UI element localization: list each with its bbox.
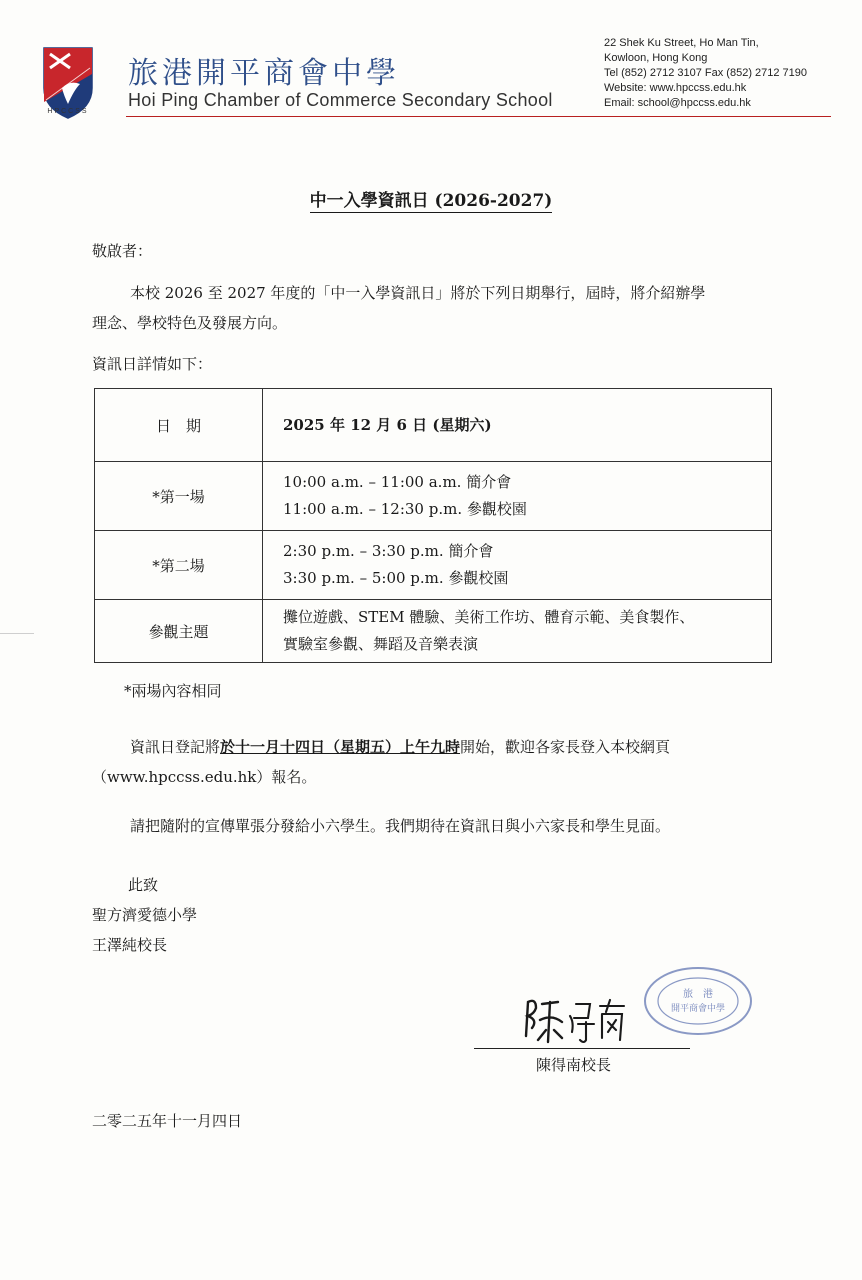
session2-briefing: 2:30 p.m. – 3:30 p.m. 簡介會 [283,542,494,560]
table-row-themes [95,600,772,663]
intro-paragraph [92,278,792,338]
recipient-principal: 王澤純校長 [92,936,168,954]
flyer-paragraph: 請把隨附的宣傳單張分發給小六學生。我們期待在資訊日與小六家長和學生見面。 [130,817,671,835]
schedule-table [94,388,772,663]
contact-address-line2: Kowloon, Hong Kong [604,52,708,64]
theme-line-2: 實驗室參觀、舞蹈及音樂表演 [283,635,479,653]
table-row-session1 [95,462,772,531]
theme-list [263,600,772,663]
contact-website: Website: www.hpccss.edu.hk [604,82,747,94]
session1-briefing: 10:00 a.m. – 11:00 a.m. 簡介會 [283,473,512,491]
table-row-session2 [95,531,772,600]
registration-suffix: 開始，歡迎各家長登入本校網頁 [460,738,671,756]
stamp-text-top: 旅 港 [683,989,713,1000]
theme-line-1: 攤位遊戲、STEM 體驗、美術工作坊、體育示範、美食製作、 [283,608,695,626]
session2-label: *第二場 [95,531,263,600]
registration-line-2: （www.hpccss.edu.hk）報名。 [92,768,317,786]
letter-date: 二零二五年十一月四日 [92,1112,243,1130]
theme-label: 參觀主題 [95,600,263,663]
contact-email: Email: school@hpccss.edu.hk [604,97,751,109]
date-value: 2025 年 12 月 6 日 (星期六) [263,389,772,462]
session1-label: *第一場 [95,462,263,531]
registration-paragraph [92,732,792,792]
session1-times [263,462,772,531]
stamp-text-bottom: 開平商會中學 [670,1004,726,1014]
registration-prefix: 資訊日登記將 [130,738,221,756]
registration-date-emphasis: 於十一月十四日（星期五）上午九時 [220,738,461,756]
intro-line-2: 理念、學校特色及發展方向。 [92,314,288,332]
session1-tour: 11:00 a.m. – 12:30 p.m. 參觀校園 [283,500,527,518]
letter-title [0,186,862,211]
school-name-english: Hoi Ping Chamber of Commerce Secondary School [128,90,553,110]
session2-times [263,531,772,600]
contact-phone-fax: Tel (852) 2712 3107 Fax (852) 2712 7190 [604,67,808,79]
details-lead: 資訊日詳情如下： [92,355,213,373]
signature-line [474,1048,690,1049]
scan-mark [0,633,34,634]
letter-title-text: 中一入學資訊日 (2026-2027) [309,191,553,211]
closing-block [92,870,197,960]
intro-line-1: 本校 2026 至 2027 年度的「中一入學資訊日」將於下列日期舉行，屆時，將介紹辦學 [130,284,706,302]
date-label: 日 期 [95,389,263,462]
same-content-note: *兩場內容相同 [124,682,222,700]
closing-greeting: 此致 [128,876,159,894]
contact-block [604,36,807,111]
registration-line-1 [92,732,792,762]
logo-caption: HPCCSS [47,108,89,115]
recipient-school: 聖方濟愛德小學 [92,906,198,924]
handwritten-signature [512,992,632,1048]
principal-name: 陳得南校長 [536,1056,612,1074]
header-divider [126,116,831,117]
salutation: 敬啟者： [92,242,153,260]
contact-address-line1: 22 Shek Ku Street, Ho Man Tin, [604,37,759,49]
session2-tour: 3:30 p.m. – 5:00 p.m. 參觀校園 [283,569,509,587]
school-seal-stamp [642,965,754,1037]
table-row-date [95,389,772,462]
school-name-chinese: 旅港開平商會中學 [128,56,400,91]
